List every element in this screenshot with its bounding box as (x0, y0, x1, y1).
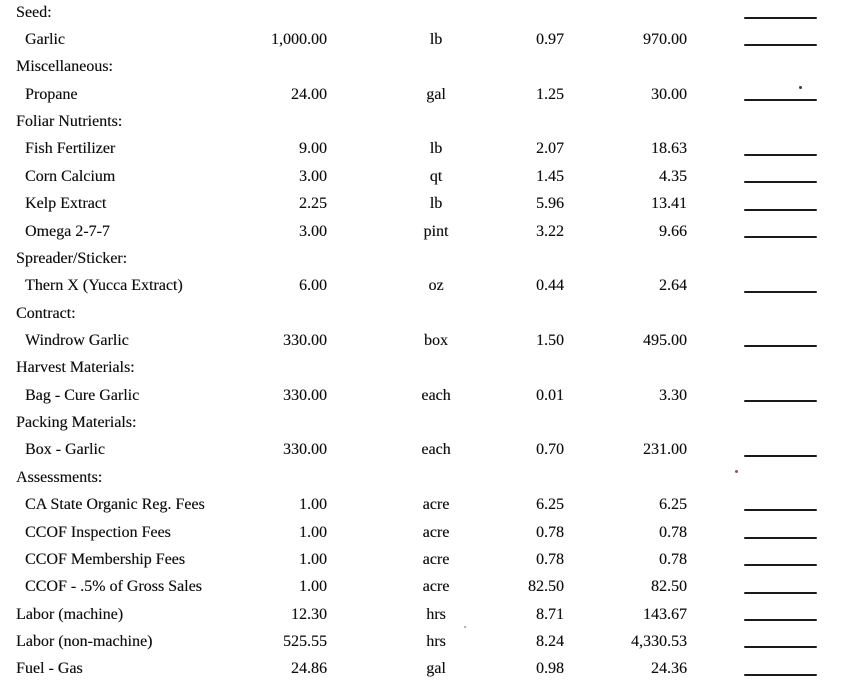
handwriting-blank-line (744, 592, 817, 594)
row-label: Thern X (Yucca Extract) (25, 277, 183, 295)
table-row (0, 0, 845, 26)
handwriting-blank-line (744, 619, 817, 621)
quantity-value: 330.00 (283, 441, 327, 459)
quantity-value: 1.00 (299, 550, 327, 568)
unit-value: box (424, 331, 448, 349)
unit-value: acre (422, 550, 450, 568)
row-label: Windrow Garlic (25, 331, 129, 349)
blank-line-cell (687, 382, 845, 409)
blank-line-cell (687, 108, 845, 135)
table-row (0, 409, 845, 436)
table-row (0, 245, 845, 272)
handwriting-blank-line (744, 17, 817, 19)
table-row (0, 656, 845, 683)
blank-line-cell (687, 464, 845, 491)
unit-price-value: 8.24 (536, 632, 564, 650)
scan-speck (735, 470, 738, 473)
blank-line-cell (687, 26, 845, 53)
unit-price-value: 1.25 (536, 85, 564, 103)
unit-price-value: 0.01 (536, 386, 564, 404)
blank-line-cell (687, 327, 845, 354)
quantity-value: 1,000.00 (271, 31, 327, 49)
unit-value: lb (429, 140, 443, 158)
unit-value: acre (422, 578, 450, 596)
blank-line-cell (687, 0, 845, 26)
total-value: 143.67 (643, 605, 687, 623)
table-row (0, 273, 845, 300)
scan-speck (799, 86, 802, 89)
quantity-value: 3.00 (299, 167, 327, 185)
row-label: Omega 2-7-7 (25, 222, 110, 240)
total-value: 24.36 (651, 660, 687, 678)
table-row (0, 437, 845, 464)
unit-price-value: 5.96 (536, 195, 564, 213)
table-row (0, 300, 845, 327)
table-row (0, 191, 845, 218)
row-label: Corn Calcium (25, 167, 116, 185)
row-label: CCOF - .5% of Gross Sales (25, 578, 202, 596)
total-value: 3.30 (659, 386, 687, 404)
unit-price-value: 0.44 (536, 277, 564, 295)
row-label: Contract: (16, 304, 76, 322)
row-label: Assessments: (16, 468, 103, 486)
row-label: CA State Organic Reg. Fees (25, 496, 205, 514)
row-label: Harvest Materials: (16, 359, 135, 377)
total-value: 0.78 (659, 550, 687, 568)
total-value: 970.00 (643, 31, 687, 49)
table-row (0, 546, 845, 573)
table-row (0, 519, 845, 546)
blank-line-cell (687, 300, 845, 327)
unit-price-value: 0.98 (536, 660, 564, 678)
unit-price-value: 82.50 (528, 578, 564, 596)
table-row (0, 218, 845, 245)
row-label: Garlic (25, 31, 65, 49)
table-row (0, 108, 845, 135)
blank-line-cell (687, 491, 845, 518)
quantity-value: 1.00 (299, 523, 327, 541)
handwriting-blank-line (744, 674, 817, 676)
table-row (0, 327, 845, 354)
unit-price-value: 0.70 (536, 441, 564, 459)
table-row (0, 574, 845, 601)
row-label: Packing Materials: (16, 414, 137, 432)
handwriting-blank-line (744, 154, 817, 156)
handwriting-blank-line (744, 345, 817, 347)
quantity-value: 12.30 (291, 605, 327, 623)
table-row (0, 382, 845, 409)
unit-value: gal (426, 85, 446, 103)
table-row (0, 464, 845, 491)
table-row (0, 136, 845, 163)
row-label: Spreader/Sticker: (16, 249, 128, 267)
blank-line-cell (687, 601, 845, 628)
row-label: CCOF Membership Fees (25, 550, 185, 568)
total-value: 4,330.53 (631, 632, 687, 650)
quantity-value: 3.00 (299, 222, 327, 240)
quantity-value: 330.00 (283, 386, 327, 404)
unit-value: acre (422, 523, 450, 541)
table-row (0, 601, 845, 628)
unit-value: hrs (426, 632, 446, 650)
unit-value: lb (429, 31, 443, 49)
unit-price-value: 1.50 (536, 331, 564, 349)
total-value: 6.25 (659, 496, 687, 514)
row-label: Foliar Nutrients: (16, 113, 123, 131)
table-row (0, 54, 845, 81)
unit-value: lb (429, 195, 443, 213)
blank-line-cell (687, 409, 845, 436)
quantity-value: 525.55 (283, 632, 327, 650)
quantity-value: 330.00 (283, 331, 327, 349)
row-label: Labor (non-machine) (16, 632, 153, 650)
unit-value: gal (426, 660, 446, 678)
row-label: Fuel - Gas (16, 660, 83, 678)
quantity-value: 24.00 (291, 85, 327, 103)
row-label: Labor (machine) (16, 605, 124, 623)
unit-price-value: 0.97 (536, 31, 564, 49)
table-row (0, 26, 845, 53)
handwriting-blank-line (744, 646, 817, 648)
unit-price-value: 8.71 (536, 605, 564, 623)
blank-line-cell (687, 437, 845, 464)
handwriting-blank-line (744, 181, 817, 183)
blank-line-cell (687, 54, 845, 81)
total-value: 2.64 (659, 277, 687, 295)
blank-line-cell (687, 245, 845, 272)
table-row (0, 491, 845, 518)
unit-price-value: 1.45 (536, 167, 564, 185)
unit-value: pint (423, 222, 449, 240)
handwriting-blank-line (744, 44, 817, 46)
blank-line-cell (687, 656, 845, 683)
quantity-value: 2.25 (299, 195, 327, 213)
handwriting-blank-line (744, 537, 817, 539)
handwriting-blank-line (744, 455, 817, 457)
total-value: 30.00 (651, 85, 687, 103)
total-value: 9.66 (659, 222, 687, 240)
total-value: 82.50 (651, 578, 687, 596)
blank-line-cell (687, 218, 845, 245)
unit-value: qt (429, 167, 443, 185)
handwriting-blank-line (744, 236, 817, 238)
blank-line-cell (687, 81, 845, 108)
table-row (0, 81, 845, 108)
quantity-value: 6.00 (299, 277, 327, 295)
row-label: Box - Garlic (25, 441, 105, 459)
handwriting-blank-line (744, 99, 817, 101)
row-label: Seed: (16, 3, 52, 21)
unit-value: oz (428, 277, 444, 295)
handwriting-blank-line (744, 564, 817, 566)
unit-value: each (421, 441, 451, 459)
total-value: 4.35 (659, 167, 687, 185)
unit-price-value: 6.25 (536, 496, 564, 514)
quantity-value: 1.00 (299, 496, 327, 514)
unit-value: each (421, 386, 451, 404)
row-label: Fish Fertilizer (25, 140, 116, 158)
row-label: CCOF Inspection Fees (25, 523, 171, 541)
blank-line-cell (687, 519, 845, 546)
handwriting-blank-line (744, 291, 817, 293)
blank-line-cell (687, 273, 845, 300)
handwriting-blank-line (744, 400, 817, 402)
unit-price-value: 2.07 (536, 140, 564, 158)
blank-line-cell (687, 163, 845, 190)
unit-value: hrs (426, 605, 446, 623)
blank-line-cell (687, 574, 845, 601)
row-label: Kelp Extract (25, 195, 107, 213)
table-row (0, 355, 845, 382)
quantity-value: 9.00 (299, 140, 327, 158)
quantity-value: 1.00 (299, 578, 327, 596)
unit-value: acre (422, 496, 450, 514)
table-row (0, 628, 845, 655)
blank-line-cell (687, 136, 845, 163)
total-value: 13.41 (651, 195, 687, 213)
unit-price-value: 3.22 (536, 222, 564, 240)
scan-speck (464, 626, 466, 628)
total-value: 495.00 (643, 331, 687, 349)
row-label: Bag - Cure Garlic (25, 386, 140, 404)
blank-line-cell (687, 628, 845, 655)
quantity-value: 24.86 (291, 660, 327, 678)
row-label: Propane (25, 85, 78, 103)
handwriting-blank-line (744, 509, 817, 511)
handwriting-blank-line (744, 209, 817, 211)
total-value: 0.78 (659, 523, 687, 541)
blank-line-cell (687, 191, 845, 218)
unit-price-value: 0.78 (536, 550, 564, 568)
table-row (0, 163, 845, 190)
row-label: Miscellaneous: (16, 58, 113, 76)
unit-price-value: 0.78 (536, 523, 564, 541)
total-value: 18.63 (651, 140, 687, 158)
blank-line-cell (687, 546, 845, 573)
total-value: 231.00 (643, 441, 687, 459)
blank-line-cell (687, 355, 845, 382)
